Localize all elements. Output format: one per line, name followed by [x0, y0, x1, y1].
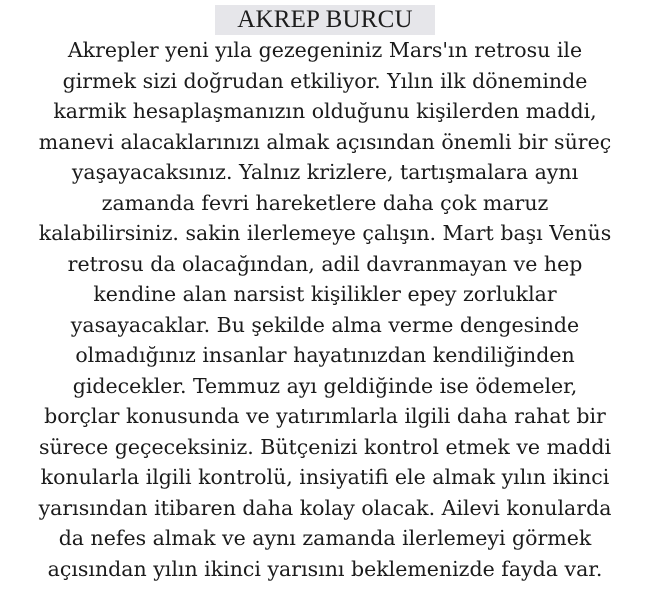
page-title: AKREP BURCU [215, 5, 435, 35]
text-line: gidecekler. Temmuz ayı geldiğinde ise ödemeler, [72, 373, 578, 398]
text-line: girmek sizi doğrudan etkiliyor. Yılın ilk döneminde [62, 68, 588, 93]
heading-wrapper [0, 5, 650, 35]
text-line: manevi alacaklarınızı almak açısından önemli bir süreç [38, 129, 612, 154]
text-line: yaşayacaksınız. Yalnız krizlere, tartışmalara aynı [71, 160, 579, 184]
text-line: zamanda fevri hareketlere daha çok maruz [101, 190, 549, 215]
text-line: Akrepler yeni yıla gezegeniniz Mars'ın retrosu ile [67, 38, 583, 62]
text-line: kalabilirsiniz. sakin ilerlemeye çalışın. Mart başı Venüs [38, 221, 612, 245]
text-line: yasayacaklar. Bu şekilde alma verme dengesinde [70, 312, 580, 337]
text-line: açısından yılın ikinci yarısını beklemenizde fayda var. [47, 556, 603, 581]
text-line: yarısından itibaren daha kolay olacak. Ailevi konularda [38, 495, 612, 520]
text-line: kendine alan narsist kişilikler epey zorluklar [93, 282, 557, 306]
text-line: olmadığınız insanlar hayatınızdan kendiliğinden [75, 343, 575, 367]
text-line: retrosu da olacağından, adil davranmayan ve hep [67, 251, 583, 276]
text-line: karmik hesaplaşmanızın olduğunu kişilerden maddi, [53, 99, 597, 123]
text-line: konularla ilgili kontrolü, insiyatifi ele almak yılın ikinci [40, 465, 610, 489]
text-line: sürece geçeceksiniz. Bütçenizi kontrol etmek ve maddi [38, 434, 612, 459]
text-line: da nefes almak ve aynı zamanda ilerlemeyi görmek [58, 526, 592, 550]
horoscope-text [0, 35, 650, 584]
text-line: borçlar konusunda ve yatırımlarla ilgili daha rahat bir [44, 404, 606, 428]
